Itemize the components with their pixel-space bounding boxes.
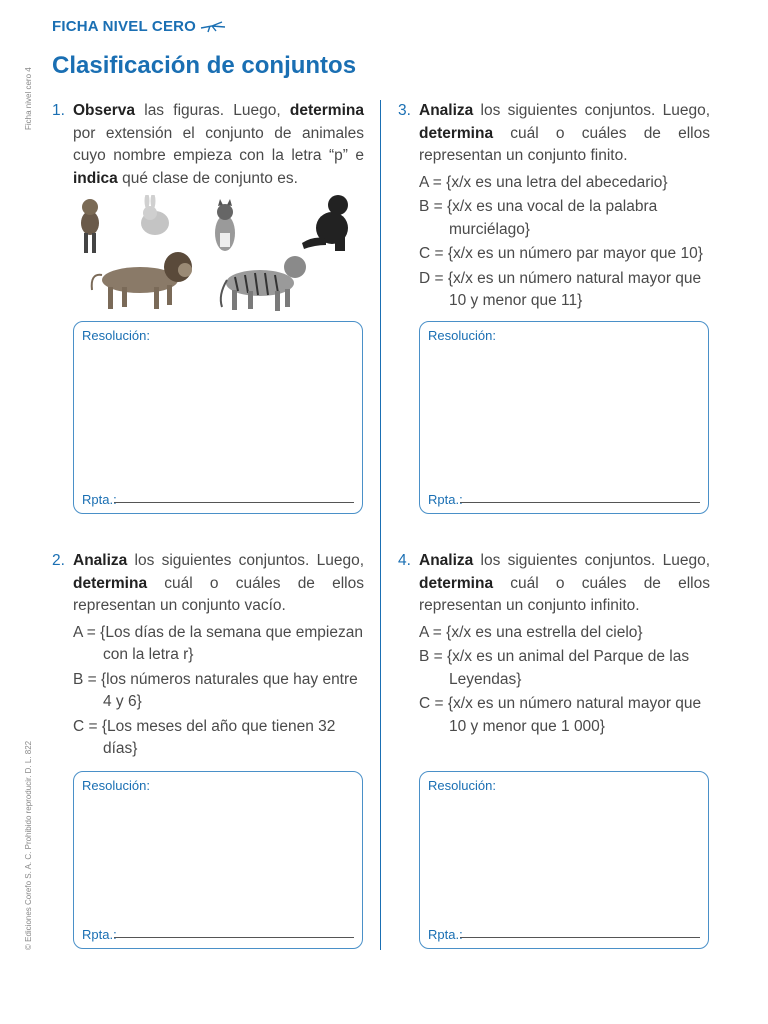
- answer-box-4[interactable]: [419, 771, 709, 949]
- bird-icon: [200, 20, 226, 34]
- keyword: determina: [419, 124, 494, 142]
- column-divider: [380, 100, 381, 950]
- set-c: C = {Los meses del año que tienen 32 días}: [73, 717, 336, 757]
- keyword: Analiza: [419, 552, 474, 569]
- set-b: B = {x/x es un animal del Parque de las Leyendas}: [419, 648, 690, 688]
- rabbit-figure: [141, 195, 169, 235]
- exercise-2: [52, 550, 364, 761]
- keyword: determina: [419, 574, 494, 592]
- set-a: A = {Los días de la semana que empiezan con la letra r}: [73, 623, 363, 663]
- keyword: indica: [73, 169, 118, 187]
- exercise-text: [419, 100, 710, 168]
- keyword: Observa: [73, 102, 136, 119]
- cat-figure: [215, 199, 235, 251]
- side-copyright: © Ediciones Corefo S. A. C. Prohibido reproducir. D. L. 822: [24, 740, 33, 950]
- dog-figure: [81, 199, 99, 253]
- answer-box-1[interactable]: [73, 321, 363, 514]
- answer-line[interactable]: [114, 502, 354, 503]
- page-title: Clasificación de conjuntos: [52, 52, 357, 79]
- lion-figure: [92, 252, 192, 309]
- exercise-text: [419, 550, 710, 618]
- keyword: determina: [73, 574, 148, 592]
- answer-line[interactable]: [460, 502, 700, 503]
- keyword: Analiza: [419, 102, 474, 119]
- text: cuál o cuáles de ellos representan un conjunto vacío.: [73, 574, 364, 614]
- set-c: C = {x/x es un número natural mayor que 10 y menor que 1 000}: [419, 695, 702, 735]
- set-b: B = {los números naturales que hay entre 4 y 6}: [73, 670, 358, 710]
- text: qué clase de conjunto es.: [117, 169, 298, 187]
- exercise-number: 3.: [398, 102, 411, 119]
- resolucion-label: Resolución:: [82, 328, 150, 343]
- resolucion-label: Resolución:: [428, 328, 496, 343]
- text: por extensión el conjunto de animales cuyo nombre empieza con la letra “p” e: [73, 124, 364, 164]
- animals-illustration: [70, 195, 365, 315]
- exercise-text: [73, 550, 364, 618]
- text: los siguientes conjuntos. Luego,: [473, 102, 710, 119]
- set-d: D = {x/x es un número natural mayor que 10 y menor que 11}: [419, 269, 702, 309]
- keyword: determina: [289, 102, 364, 119]
- text: las figuras. Luego,: [135, 102, 290, 119]
- rpta-label: Rpta.:: [82, 927, 117, 942]
- chimpanzee-figure: [302, 195, 348, 251]
- set-a: A = {x/x es una letra del abecedario}: [419, 173, 668, 191]
- side-page-label: Ficha nivel cero 4: [24, 67, 33, 130]
- set-b: B = {x/x es una vocal de la palabra murciélago}: [419, 198, 658, 238]
- set-a: A = {x/x es una estrella del cielo}: [419, 623, 643, 641]
- exercise-4: [398, 550, 710, 738]
- keyword: Analiza: [73, 552, 128, 569]
- rpta-label: Rpta.:: [82, 492, 117, 507]
- answer-box-3[interactable]: [419, 321, 709, 514]
- ficha-label: [52, 18, 226, 35]
- answer-line[interactable]: [460, 937, 700, 938]
- exercise-text: [73, 100, 364, 190]
- exercise-number: 1.: [52, 102, 65, 119]
- text: cuál o cuáles de ellos representan un conjunto infinito.: [419, 574, 710, 614]
- resolucion-label: Resolución:: [428, 778, 496, 793]
- exercise-3: [398, 100, 710, 313]
- resolucion-label: Resolución:: [82, 778, 150, 793]
- exercise-1: [52, 100, 364, 190]
- answer-box-2[interactable]: [73, 771, 363, 949]
- exercise-number: 4.: [398, 552, 411, 569]
- exercise-number: 2.: [52, 552, 65, 569]
- text: los siguientes conjuntos. Luego,: [127, 552, 364, 569]
- ficha-text: FICHA NIVEL CERO: [52, 18, 197, 35]
- text: los siguientes conjuntos. Luego,: [473, 552, 710, 569]
- text: cuál o cuáles de ellos representan un conjunto finito.: [419, 124, 710, 164]
- tiger-figure: [221, 256, 306, 311]
- rpta-label: Rpta.:: [428, 492, 463, 507]
- rpta-label: Rpta.:: [428, 927, 463, 942]
- answer-line[interactable]: [114, 937, 354, 938]
- set-c: C = {x/x es un número par mayor que 10}: [419, 245, 703, 262]
